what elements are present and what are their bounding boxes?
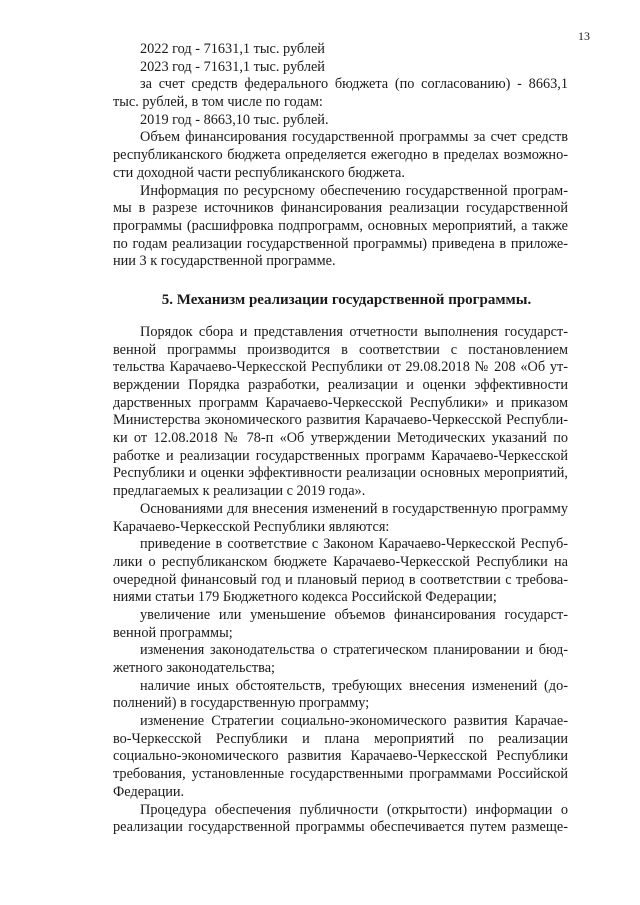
mechanism-text-block	[113, 324, 568, 837]
text-line: 2023 год - 71631,1 тыс. рублей	[140, 58, 325, 75]
text-line: верждении Порядка разработки, реализации и оценки эффективности	[113, 377, 568, 393]
text-line: приведение в соответствие с Законом Карачаево-Черкесской Респуб-	[140, 536, 568, 553]
text-line: мы в разрезе источников финансирования реализации государственной	[113, 200, 568, 217]
text-line: социально-экономического развития Карачаево-Черкесской Республики	[113, 748, 568, 765]
text-line: программы (расшифровка подпрограмм, основных мероприятий, а также	[113, 217, 568, 234]
text-line: Основаниями для внесения изменений в государственную программу	[140, 500, 568, 517]
text-line: Порядок сбора и представления отчетности выполнения государст-	[140, 323, 568, 340]
text-line: наличие иных обстоятельств, требующих внесения изменений (до-	[140, 677, 568, 694]
text-line: тыс. рублей, в том числе по годам:	[113, 94, 323, 111]
text-line: Объем финансирования государственной программы за счет средств	[140, 129, 568, 146]
text-line: ки от 12.08.2018 № 78-п «Об утверждении Методических указаний по	[113, 430, 568, 447]
text-line: венной программы производится в соответствии с постановлением	[113, 341, 568, 358]
text-line: ниями статьи 179 Бюджетного кодекса Российской Федерации;	[113, 589, 497, 606]
text-line: сти доходной части республиканского бюджета.	[113, 164, 405, 181]
text-line: 2019 год - 8663,10 тыс. рублей.	[140, 111, 329, 128]
text-line: дарственных программ Карачаево-Черкесской Республики» и приказом	[113, 394, 568, 411]
financing-text-block	[113, 41, 568, 271]
text-line: жетного законодательства;	[113, 660, 276, 676]
text-line: Федерации.	[113, 783, 185, 800]
text-line: республиканского бюджета определяется ежегодно в пределах возможно-	[113, 147, 568, 164]
text-line: реализации государственной программы обеспечивается путем размеще-	[113, 819, 568, 836]
text-line: Карачаево-Черкесской Республики являются:	[113, 518, 390, 535]
text-line: венной программы;	[113, 624, 233, 641]
text-line: изменения законодательства о стратегическом планировании и бюд-	[140, 642, 568, 659]
text-line: Процедура обеспечения публичности (открытости) информации о	[140, 801, 568, 818]
text-line: изменение Стратегии социально-экономического развития Карачае-	[140, 713, 568, 730]
text-line: Министерства экономического развития Карачаево-Черкесской Республи-	[113, 412, 568, 429]
text-line: полнений) в государственную программу;	[113, 695, 370, 712]
page-body	[113, 41, 568, 837]
text-line: Информация по ресурсному обеспечению государственной програм-	[140, 182, 568, 199]
text-line: во-Черкесской Республики и плана мероприятий по реализации	[113, 730, 568, 747]
text-line: нии 3 к государственной программе.	[113, 253, 336, 270]
text-line: работке и реализации государственных программ Карачаево-Черкесской	[113, 447, 568, 464]
page-number: 13	[578, 29, 590, 43]
text-line: предлагаемых к реализации с 2019 года».	[113, 483, 366, 500]
text-line: лики о республиканском бюджете Карачаево-Черкесской Республики на	[113, 553, 568, 570]
text-line: 2022 год - 71631,1 тыс. рублей	[140, 41, 325, 57]
text-line: требования, установленные государственными программами Российской	[113, 766, 568, 783]
text-line: Республики и оценки эффективности реализации основных мероприятий,	[113, 465, 568, 482]
text-line: тельства Карачаево-Черкесской Республики от 29.08.2018 № 208 «Об ут-	[113, 359, 568, 376]
text-line: по годам реализации государственной программы) приведена в приложе-	[113, 235, 568, 252]
text-line: очередной финансовый год и плановый период в соответствии с требова-	[113, 571, 568, 588]
text-line: увеличение или уменьшение объемов финансирования государст-	[140, 606, 568, 623]
section-heading: 5. Механизм реализации государственной программы.	[161, 291, 532, 308]
text-line: за счет средств федерального бюджета (по согласованию) - 8663,1	[140, 76, 568, 93]
